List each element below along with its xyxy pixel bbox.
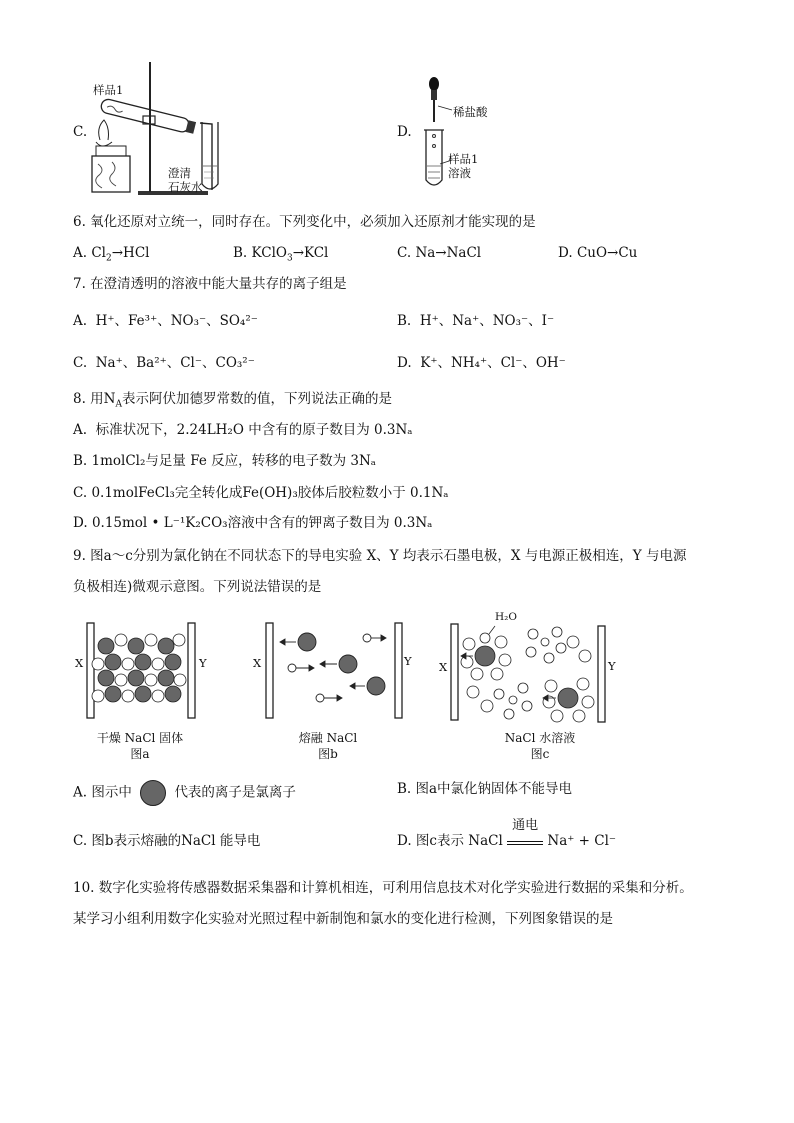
q5-c-water-label-2: 石灰水 xyxy=(168,180,203,194)
q8-option-c[interactable] xyxy=(73,484,449,502)
dark-ion-circle-icon xyxy=(140,780,166,806)
q8-option-c-text: 0.1molFeCl₃完全转化成Fe(OH)₃胶体后胶粒数小于 0.1Nₐ xyxy=(91,485,449,501)
q6-option-b-letter: B. xyxy=(233,245,248,261)
q5-d-sample-label-2: 溶液 xyxy=(448,166,471,180)
q8-option-d[interactable] xyxy=(73,514,432,532)
q5-c-water-label-1: 澄清 xyxy=(168,166,191,180)
q6-option-b[interactable] xyxy=(233,244,328,262)
q6-stem: 6. 氧化还原对立统一，同时存在。下列变化中，必须加入还原剂才能实现的是 xyxy=(73,214,536,230)
q8-option-a[interactable] xyxy=(73,421,413,439)
q7-option-c-letter: C. xyxy=(73,355,88,371)
q6-option-a-sub: 2 xyxy=(106,253,112,264)
q9-figure-c-x-label: X xyxy=(439,660,448,674)
q9-stem-line-1: 9. 图a～c分别为氯化钠在不同状态下的导电实验 X、Y 均表示石墨电极，X 与电源正极相连，Y 与电源 xyxy=(73,548,687,564)
q6-option-d-text: CuO→Cu xyxy=(576,245,638,261)
q8-option-d-letter: D. xyxy=(73,515,88,531)
q8-stem-part-1: 8. 用N xyxy=(73,391,116,407)
q7-option-d[interactable] xyxy=(397,354,566,372)
q9-figure-c-water-label: H₂O xyxy=(495,611,517,623)
q8-stem-part-2: 表示阿伏加德罗常数的值，下列说法正确的是 xyxy=(121,391,392,407)
q9-stem-line-2: 负极相连)微观示意图。下列说法错误的是 xyxy=(73,579,322,595)
q9-option-b[interactable]: B. 图a中氯化钠固体不能导电 xyxy=(397,781,573,797)
q9-option-c[interactable]: C. 图b表示熔融的NaCl 能导电 xyxy=(73,833,261,849)
q6-option-d-letter: D. xyxy=(558,245,573,261)
q5-d-sample-label-1: 样品1 xyxy=(448,152,479,166)
q7-option-a[interactable] xyxy=(73,312,258,330)
q9-figure-a-caption xyxy=(80,730,200,762)
q9-option-d[interactable] xyxy=(397,818,617,850)
q9-option-d-text: D. 图c表示 xyxy=(397,833,464,849)
q7-option-c-text: Na⁺、Ba²⁺、Cl⁻、CO₃²⁻ xyxy=(95,355,255,371)
q9-figure-c-caption-2: 图c xyxy=(530,747,550,761)
q6-option-a-text: Cl xyxy=(91,245,106,261)
q6-option-c-text: Na→NaCl xyxy=(415,245,482,261)
q8-option-a-letter: A. xyxy=(73,422,88,438)
q9-option-d-reactant: NaCl xyxy=(468,833,503,849)
q9-figure-b-caption-1: 熔融 NaCl xyxy=(298,731,358,745)
q5-option-d-letter: D. xyxy=(397,124,412,140)
q5-d-acid-label: 稀盐酸 xyxy=(453,105,488,119)
q6-option-d[interactable] xyxy=(558,244,637,262)
q10-stem-line-2: 某学习小组利用数字化实验对光照过程中新制饱和氯水的变化进行检测，下列图象错误的是 xyxy=(73,911,613,927)
q7-option-b-letter: B. xyxy=(397,313,412,329)
q6-option-b-sub: 3 xyxy=(286,253,293,264)
q7-option-d-text: K⁺、NH₄⁺、Cl⁻、OH⁻ xyxy=(420,355,566,371)
q8-option-b[interactable] xyxy=(73,452,376,470)
q6-option-a-letter: A. xyxy=(73,245,88,261)
q8-option-b-letter: B. xyxy=(73,453,88,469)
q10-stem-line-1: 10. 数字化实验将传感器数据采集器和计算机相连，可利用信息技术对化学实验进行数据的采集和分析。 xyxy=(73,880,693,896)
q6-option-c[interactable] xyxy=(397,244,481,262)
q8-stem-sub: A xyxy=(115,399,122,410)
q9-figure-c-caption-1: NaCl 水溶液 xyxy=(504,731,576,745)
q7-option-a-text: H⁺、Fe³⁺、NO₃⁻、SO₄²⁻ xyxy=(95,313,258,329)
q9-option-a-text-2: 代表的离子是氯离子 xyxy=(174,784,296,801)
q7-stem: 7. 在澄清透明的溶液中能大量共存的离子组是 xyxy=(73,276,347,292)
q6-option-b-text: KClO xyxy=(251,245,287,261)
q7-option-b[interactable] xyxy=(397,312,554,330)
q9-figure-a xyxy=(72,618,222,723)
q9-option-d-condition: 通电 xyxy=(512,818,539,833)
q9-figure-a-caption-2: 图a xyxy=(130,747,150,761)
q9-figure-b-caption xyxy=(268,730,388,762)
q9-figure-a-x-label: X xyxy=(75,656,84,670)
q7-option-b-text: H⁺、Na⁺、NO₃⁻、I⁻ xyxy=(419,313,555,329)
q8-option-c-letter: C. xyxy=(73,485,88,501)
q6-option-a-text-2: →HCl xyxy=(111,245,150,261)
q9-figure-c-caption xyxy=(480,730,600,762)
q7-option-d-letter: D. xyxy=(397,355,412,371)
q7-option-c[interactable] xyxy=(73,354,255,372)
q6-option-a[interactable] xyxy=(73,244,149,262)
q9-option-a[interactable] xyxy=(73,780,296,806)
q9-figure-b-y-label: Y xyxy=(404,654,412,668)
q9-figure-b-x-label: X xyxy=(253,656,262,670)
q9-figure-b xyxy=(250,618,420,723)
q9-option-a-text-1: A. 图示中 xyxy=(73,784,132,801)
q8-option-d-text: 0.15mol • L⁻¹K₂CO₃溶液中含有的钾离子数目为 0.3Nₐ xyxy=(91,515,433,531)
q8-option-b-text: 1molCl₂与足量 Fe 反应，转移的电子数为 3Nₐ xyxy=(91,453,377,469)
q9-figure-a-caption-1: 干燥 NaCl 固体 xyxy=(96,731,184,745)
q8-stem xyxy=(73,390,392,408)
q9-option-d-arrow xyxy=(507,818,543,845)
q5-c-sample-label: 样品1 xyxy=(93,83,124,97)
q6-option-b-text-2: →KCl xyxy=(292,245,329,261)
q9-figure-c xyxy=(433,612,628,730)
q6-option-c-letter: C. xyxy=(397,245,412,261)
q9-figure-b-caption-2: 图b xyxy=(318,747,338,761)
q9-figure-c-y-label: Y xyxy=(608,659,616,673)
q5-option-c-letter: C. xyxy=(73,124,88,140)
q9-option-d-product: Na⁺ + Cl⁻ xyxy=(547,833,617,849)
q9-figure-a-y-label: Y xyxy=(199,656,207,670)
q7-option-a-letter: A. xyxy=(73,313,88,329)
q8-option-a-text: 标准状况下，2.24LH₂O 中含有的原子数目为 0.3Nₐ xyxy=(95,422,413,438)
